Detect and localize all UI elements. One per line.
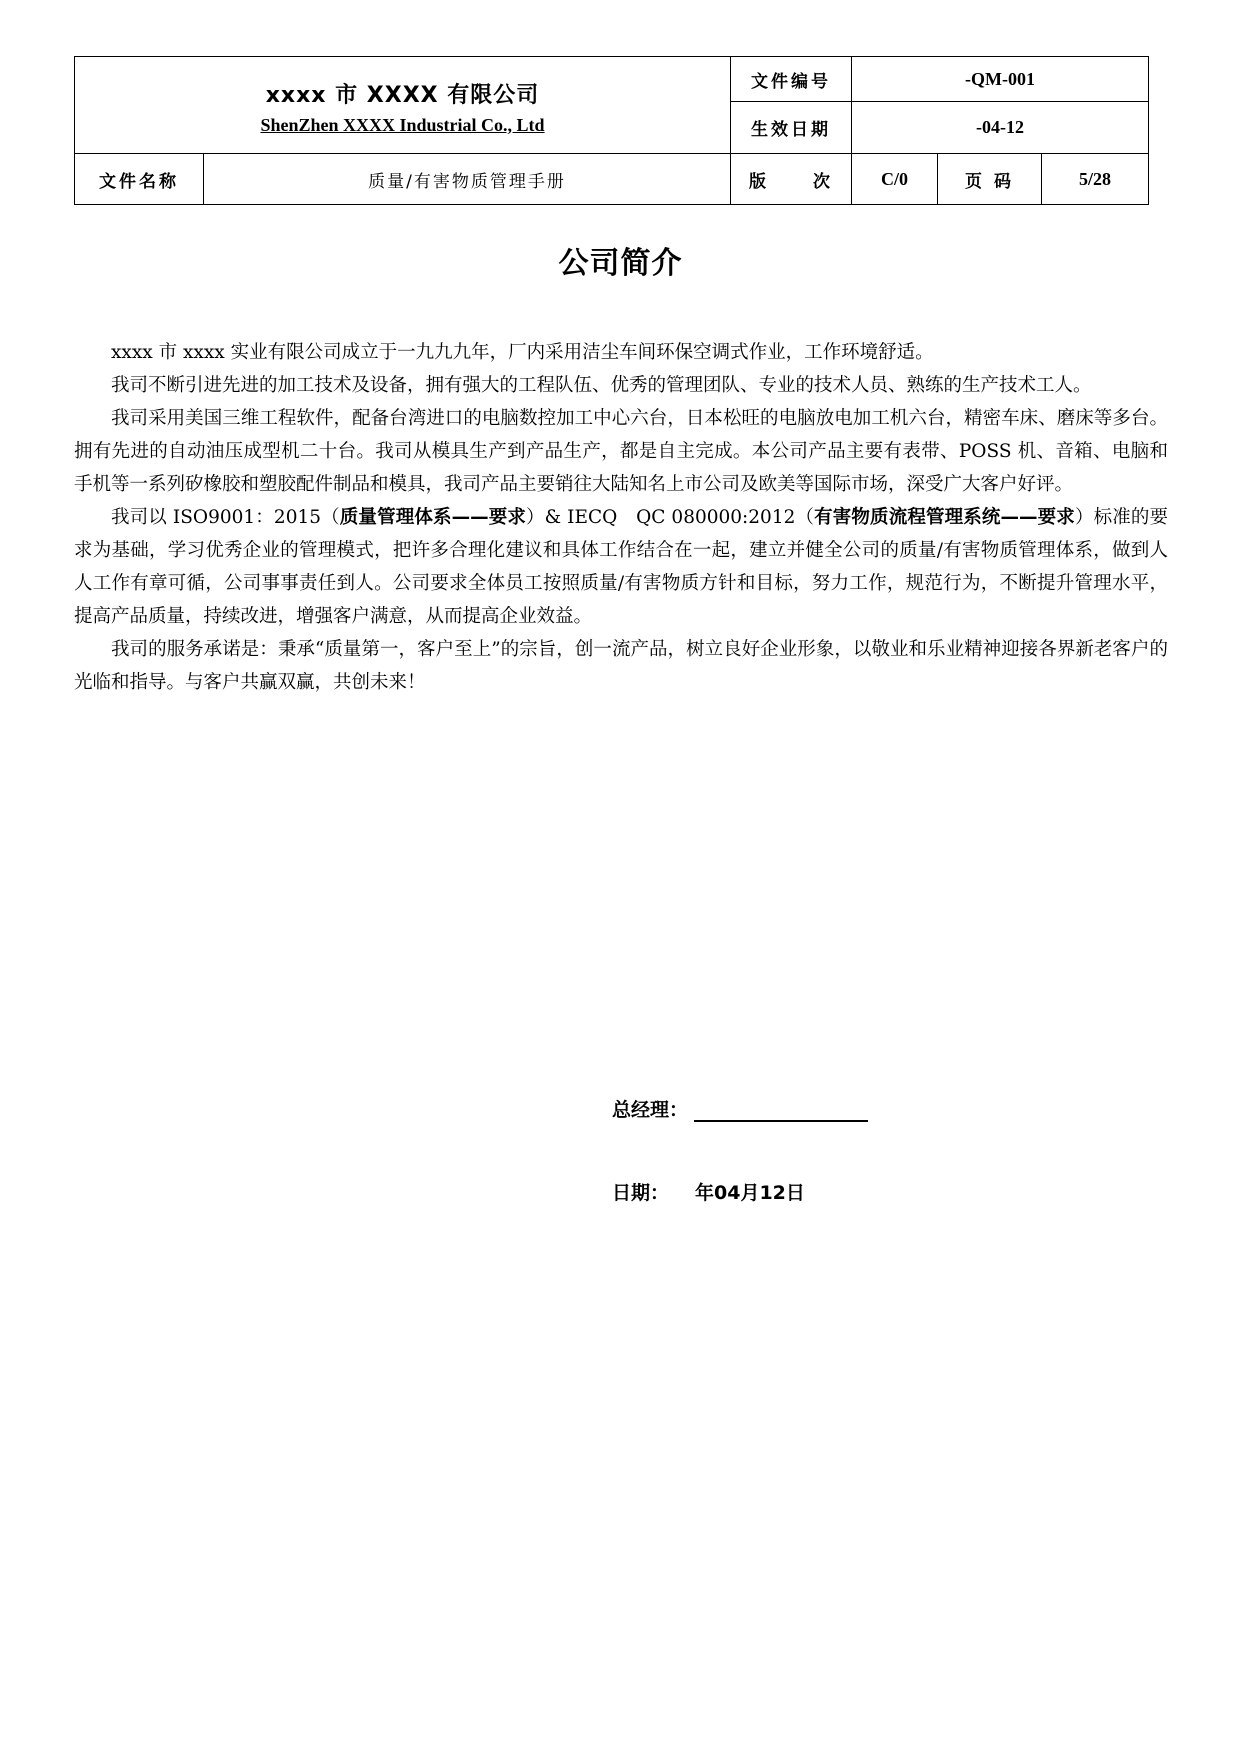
manager-signature-row [612, 1095, 868, 1122]
manager-label: 总经理： [612, 1099, 689, 1121]
p4-text-c: ）& IECQ QC 080000:2012（ [526, 507, 815, 528]
p4-text-a: 我司以 ISO9001：2015（ [111, 507, 340, 528]
version-label-a: 版 [749, 171, 770, 192]
date-label: 日期： [612, 1182, 670, 1204]
doc-name-value: 质量/有害物质管理手册 [204, 154, 731, 205]
company-name-cell [75, 57, 731, 154]
signature-line [694, 1100, 868, 1122]
company-name-cn: xxxx 市 XXXX 有限公司 [265, 83, 540, 108]
version-label [731, 154, 852, 205]
p4-standard-a: 质量管理体系——要求 [339, 507, 527, 528]
intro-paragraph-4 [74, 501, 1168, 633]
intro-paragraph-1: xxxx 市 xxxx 实业有限公司成立于一九九九年，厂内采用洁尘车间环保空调式作业，工作环境舒适。 [111, 342, 934, 363]
p4-text-e: ）标准的要求为基础，学习优秀企业的管理模式，把许多合理化建议和具体工作结合在一起，建立并健全公司的质量/有害物质管理体系，做到人人工作有章可循，公司事事责任到人。公司要求全体员工按照质量/有害物质方针和目标，努力工作，规范行为，不断提升管理水平，提高产品质量，持续改进，增强客户满意，从而提高企业效益。 [74, 507, 1168, 627]
company-intro-body [74, 336, 1168, 699]
doc-number-label: 文件编号 [731, 57, 852, 102]
doc-name-label: 文件名称 [75, 154, 204, 205]
p4-standard-b: 有害物质流程管理系统——要求 [814, 507, 1075, 528]
effective-date-value: -04-12 [852, 102, 1149, 154]
intro-paragraph-2: 我司不断引进先进的加工技术及设备，拥有强大的工程队伍、优秀的管理团队、专业的技术人员、熟练的生产技术工人。 [111, 375, 1092, 396]
intro-paragraph-5: 我司的服务承诺是：秉承“质量第一，客户至上”的宗旨，创一流产品，树立良好企业形象，以敬业和乐业精神迎接各界新老客户的光临和指导。与客户共赢双赢，共创未来！ [74, 639, 1168, 693]
date-row [612, 1178, 805, 1205]
date-value: 年04月12日 [695, 1182, 805, 1204]
company-name-en: ShenZhen XXXX Industrial Co., Ltd [260, 114, 545, 135]
intro-paragraph-3: 我司采用美国三维工程软件，配备台湾进口的电脑数控加工中心六台，日本松旺的电脑放电加工机六台，精密车床、磨床等多台。拥有先进的自动油压成型机二十台。我司从模具生产到产品生产，都是自主完成。本公司产品主要有表带、POSS 机、音箱、电脑和手机等一系列矽橡胶和塑胶配件制品和模具，我司产品主要销往大陆知名上市公司及欧美等国际市场，深受广大客户好评。 [74, 408, 1168, 495]
effective-date-label: 生效日期 [731, 102, 852, 154]
document-header-table [74, 56, 1149, 205]
version-value: C/0 [852, 154, 938, 205]
version-label-b: 次 [813, 171, 834, 192]
page-label: 页 码 [938, 154, 1042, 205]
doc-number-value: -QM-001 [852, 57, 1149, 102]
page-title: 公司简介 [558, 246, 683, 281]
page-value: 5/28 [1042, 154, 1149, 205]
